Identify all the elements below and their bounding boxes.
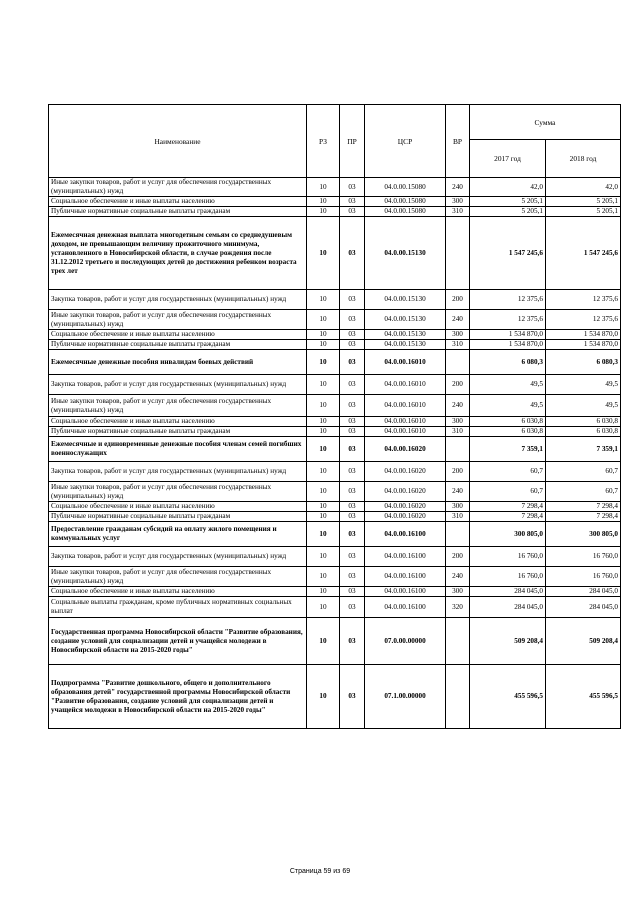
cell-name: Социальное обеспечение и иные выплаты населению [49, 587, 307, 597]
table-row [49, 417, 621, 427]
col-header-vr: ВР [446, 105, 470, 178]
cell-name: Подпрограмма "Развитие дошкольного, общего и дополнительного образования детей" государственной программы Новосибирской области "Развитие образования, создание условий для социализации детей и учащейся молодежи в Новосибирской области на 2015-2020 годы" [49, 665, 307, 729]
cell-pr: 03 [340, 597, 365, 618]
cell-csr: 04.0.00.16020 [365, 437, 446, 462]
cell-name: Закупка товаров, работ и услуг для государственных (муниципальных) нужд [49, 547, 307, 567]
cell-csr: 07.1.00.00000 [365, 665, 446, 729]
cell-vr: 240 [446, 310, 470, 330]
cell-rz: 10 [307, 522, 340, 547]
cell-name: Публичные нормативные социальные выплаты гражданам [49, 340, 307, 350]
cell-csr: 04.0.00.16100 [365, 567, 446, 587]
cell-rz: 10 [307, 587, 340, 597]
cell-vr: 240 [446, 567, 470, 587]
cell-pr: 03 [340, 417, 365, 427]
cell-sum-2017: 509 208,4 [470, 618, 546, 665]
cell-sum-2018: 60,7 [546, 462, 621, 482]
cell-csr: 04.0.00.16020 [365, 462, 446, 482]
cell-vr [446, 350, 470, 375]
cell-csr: 04.0.00.15080 [365, 197, 446, 207]
cell-sum-2017: 7 298,4 [470, 502, 546, 512]
cell-sum-2017: 1 534 870,0 [470, 330, 546, 340]
cell-pr: 03 [340, 437, 365, 462]
cell-csr: 04.0.00.16100 [365, 547, 446, 567]
cell-sum-2017: 284 045,0 [470, 587, 546, 597]
cell-pr: 03 [340, 197, 365, 207]
cell-name: Ежемесячные денежные пособия инвалидам боевых действий [49, 350, 307, 375]
cell-sum-2017: 16 760,0 [470, 547, 546, 567]
cell-rz: 10 [307, 482, 340, 502]
cell-csr: 04.0.00.15130 [365, 330, 446, 340]
cell-rz: 10 [307, 350, 340, 375]
cell-sum-2017: 1 547 245,6 [470, 217, 546, 290]
cell-name: Предоставление гражданам субсидий на оплату жилого помещения и коммунальных услуг [49, 522, 307, 547]
cell-sum-2017: 300 805,0 [470, 522, 546, 547]
cell-rz: 10 [307, 547, 340, 567]
cell-pr: 03 [340, 567, 365, 587]
cell-sum-2018: 6 030,8 [546, 427, 621, 437]
cell-sum-2017: 16 760,0 [470, 567, 546, 587]
cell-sum-2017: 49,5 [470, 375, 546, 395]
cell-csr: 04.0.00.15080 [365, 207, 446, 217]
cell-pr: 03 [340, 330, 365, 340]
table-row [49, 290, 621, 310]
col-header-2018: 2018 год [546, 140, 621, 178]
col-header-2017: 2017 год [470, 140, 546, 178]
cell-pr: 03 [340, 618, 365, 665]
cell-pr: 03 [340, 482, 365, 502]
cell-name: Иные закупки товаров, работ и услуг для обеспечения государственных (муниципальных) нужд [49, 395, 307, 417]
cell-vr: 300 [446, 197, 470, 207]
cell-pr: 03 [340, 217, 365, 290]
cell-sum-2018: 7 298,4 [546, 502, 621, 512]
cell-csr: 04.0.00.15130 [365, 340, 446, 350]
table-row [49, 502, 621, 512]
cell-pr: 03 [340, 427, 365, 437]
table-row [49, 330, 621, 340]
cell-vr [446, 618, 470, 665]
cell-pr: 03 [340, 665, 365, 729]
cell-vr: 310 [446, 512, 470, 522]
cell-rz: 10 [307, 375, 340, 395]
table-row [49, 618, 621, 665]
cell-sum-2018: 16 760,0 [546, 567, 621, 587]
cell-sum-2018: 7 359,1 [546, 437, 621, 462]
cell-name: Социальное обеспечение и иные выплаты населению [49, 330, 307, 340]
cell-vr: 310 [446, 207, 470, 217]
cell-rz: 10 [307, 310, 340, 330]
cell-sum-2018: 1 534 870,0 [546, 330, 621, 340]
table-row [49, 350, 621, 375]
cell-sum-2018: 42,0 [546, 178, 621, 197]
cell-name: Государственная программа Новосибирской области "Развитие образования, создание условий для социализации детей и учащейся молодежи в Новосибирской области на 2015-2020 годы" [49, 618, 307, 665]
cell-csr: 04.0.00.16020 [365, 512, 446, 522]
cell-sum-2018: 5 205,1 [546, 207, 621, 217]
cell-csr: 04.0.00.15130 [365, 290, 446, 310]
cell-csr: 04.0.00.16010 [365, 427, 446, 437]
cell-rz: 10 [307, 427, 340, 437]
cell-rz: 10 [307, 502, 340, 512]
cell-sum-2017: 60,7 [470, 462, 546, 482]
table-row [49, 427, 621, 437]
cell-pr: 03 [340, 310, 365, 330]
cell-sum-2018: 284 045,0 [546, 597, 621, 618]
cell-pr: 03 [340, 512, 365, 522]
cell-vr: 200 [446, 547, 470, 567]
cell-sum-2017: 12 375,6 [470, 290, 546, 310]
cell-rz: 10 [307, 207, 340, 217]
table-row [49, 512, 621, 522]
cell-pr: 03 [340, 395, 365, 417]
cell-name: Иные закупки товаров, работ и услуг для обеспечения государственных (муниципальных) нужд [49, 567, 307, 587]
cell-sum-2017: 284 045,0 [470, 597, 546, 618]
cell-csr: 04.0.00.16020 [365, 502, 446, 512]
cell-pr: 03 [340, 207, 365, 217]
cell-vr: 240 [446, 178, 470, 197]
cell-name: Социальное обеспечение и иные выплаты населению [49, 197, 307, 207]
cell-sum-2017: 7 359,1 [470, 437, 546, 462]
table-row [49, 437, 621, 462]
cell-rz: 10 [307, 597, 340, 618]
cell-vr: 300 [446, 502, 470, 512]
cell-sum-2017: 7 298,4 [470, 512, 546, 522]
cell-vr: 310 [446, 427, 470, 437]
table-row [49, 522, 621, 547]
cell-csr: 04.0.00.16100 [365, 587, 446, 597]
cell-pr: 03 [340, 502, 365, 512]
cell-sum-2018: 1 534 870,0 [546, 340, 621, 350]
cell-sum-2018: 6 030,8 [546, 417, 621, 427]
table-row [49, 310, 621, 330]
cell-sum-2017: 455 596,5 [470, 665, 546, 729]
cell-name: Социальное обеспечение и иные выплаты населению [49, 417, 307, 427]
cell-vr: 240 [446, 482, 470, 502]
table-row [49, 587, 621, 597]
cell-name: Публичные нормативные социальные выплаты гражданам [49, 512, 307, 522]
cell-sum-2018: 5 205,1 [546, 197, 621, 207]
cell-sum-2017: 42,0 [470, 178, 546, 197]
cell-vr: 200 [446, 375, 470, 395]
cell-vr [446, 437, 470, 462]
cell-csr: 04.0.00.16100 [365, 522, 446, 547]
cell-rz: 10 [307, 330, 340, 340]
cell-pr: 03 [340, 290, 365, 310]
col-header-rz: РЗ [307, 105, 340, 178]
cell-rz: 10 [307, 567, 340, 587]
cell-rz: 10 [307, 217, 340, 290]
cell-sum-2017: 6 030,8 [470, 427, 546, 437]
cell-vr: 200 [446, 290, 470, 310]
table-row [49, 547, 621, 567]
cell-csr: 04.0.00.16010 [365, 350, 446, 375]
budget-table [48, 104, 621, 729]
cell-csr: 04.0.00.15130 [365, 217, 446, 290]
cell-name: Ежемесячные и единовременные денежные пособия членам семей погибших военнослужащих [49, 437, 307, 462]
col-header-name: Наименование [49, 105, 307, 178]
table-row [49, 340, 621, 350]
cell-name: Закупка товаров, работ и услуг для государственных (муниципальных) нужд [49, 290, 307, 310]
cell-sum-2017: 60,7 [470, 482, 546, 502]
col-header-pr: ПР [340, 105, 365, 178]
cell-csr: 04.0.00.16020 [365, 482, 446, 502]
cell-vr [446, 217, 470, 290]
table-row [49, 207, 621, 217]
cell-pr: 03 [340, 587, 365, 597]
cell-sum-2018: 12 375,6 [546, 290, 621, 310]
cell-sum-2017: 6 080,3 [470, 350, 546, 375]
cell-csr: 04.0.00.16010 [365, 375, 446, 395]
cell-sum-2018: 284 045,0 [546, 587, 621, 597]
cell-sum-2018: 7 298,4 [546, 512, 621, 522]
cell-sum-2017: 49,5 [470, 395, 546, 417]
cell-rz: 10 [307, 197, 340, 207]
table-body [49, 178, 621, 729]
cell-vr: 300 [446, 417, 470, 427]
cell-name: Публичные нормативные социальные выплаты гражданам [49, 427, 307, 437]
cell-rz: 10 [307, 395, 340, 417]
cell-sum-2017: 1 534 870,0 [470, 340, 546, 350]
cell-name: Закупка товаров, работ и услуг для государственных (муниципальных) нужд [49, 375, 307, 395]
cell-vr: 200 [446, 462, 470, 482]
table-row [49, 217, 621, 290]
cell-vr: 240 [446, 395, 470, 417]
cell-name: Социальное обеспечение и иные выплаты населению [49, 502, 307, 512]
table-row [49, 567, 621, 587]
cell-pr: 03 [340, 547, 365, 567]
cell-name: Иные закупки товаров, работ и услуг для обеспечения государственных (муниципальных) нужд [49, 482, 307, 502]
cell-name: Иные закупки товаров, работ и услуг для обеспечения государственных (муниципальных) нужд [49, 310, 307, 330]
cell-sum-2018: 60,7 [546, 482, 621, 502]
table-row [49, 462, 621, 482]
cell-vr [446, 522, 470, 547]
cell-rz: 10 [307, 618, 340, 665]
cell-csr: 04.0.00.16010 [365, 417, 446, 427]
cell-name: Иные закупки товаров, работ и услуг для обеспечения государственных (муниципальных) нужд [49, 178, 307, 197]
cell-rz: 10 [307, 437, 340, 462]
cell-rz: 10 [307, 340, 340, 350]
cell-vr: 320 [446, 597, 470, 618]
cell-sum-2017: 5 205,1 [470, 197, 546, 207]
cell-vr [446, 665, 470, 729]
table-row [49, 665, 621, 729]
cell-rz: 10 [307, 290, 340, 310]
table-row [49, 395, 621, 417]
table-row [49, 375, 621, 395]
cell-name: Ежемесячная денежная выплата многодетным семьям со среднедушевым доходом, не превышающим величину прожиточного минимума, установленного в Новосибирской области, в случае рождения после 31.12.2012 третьего и последующих детей до достижения ребенком возраста трех лет [49, 217, 307, 290]
cell-sum-2018: 16 760,0 [546, 547, 621, 567]
cell-name: Закупка товаров, работ и услуг для государственных (муниципальных) нужд [49, 462, 307, 482]
cell-vr: 300 [446, 330, 470, 340]
cell-rz: 10 [307, 665, 340, 729]
cell-sum-2017: 5 205,1 [470, 207, 546, 217]
cell-csr: 07.0.00.00000 [365, 618, 446, 665]
cell-pr: 03 [340, 375, 365, 395]
cell-sum-2018: 49,5 [546, 375, 621, 395]
cell-rz: 10 [307, 462, 340, 482]
cell-sum-2018: 49,5 [546, 395, 621, 417]
cell-vr: 300 [446, 587, 470, 597]
cell-sum-2018: 6 080,3 [546, 350, 621, 375]
table-row [49, 482, 621, 502]
col-header-csr: ЦСР [365, 105, 446, 178]
cell-pr: 03 [340, 462, 365, 482]
cell-pr: 03 [340, 350, 365, 375]
cell-pr: 03 [340, 340, 365, 350]
col-header-sum: Сумма [470, 105, 621, 140]
table-row [49, 597, 621, 618]
cell-rz: 10 [307, 178, 340, 197]
cell-sum-2018: 300 805,0 [546, 522, 621, 547]
cell-csr: 04.0.00.16100 [365, 597, 446, 618]
cell-csr: 04.0.00.15080 [365, 178, 446, 197]
cell-csr: 04.0.00.16010 [365, 395, 446, 417]
table-row [49, 197, 621, 207]
table-row [49, 178, 621, 197]
cell-sum-2018: 1 547 245,6 [546, 217, 621, 290]
cell-vr: 310 [446, 340, 470, 350]
cell-csr: 04.0.00.15130 [365, 310, 446, 330]
cell-pr: 03 [340, 178, 365, 197]
cell-sum-2018: 509 208,4 [546, 618, 621, 665]
cell-rz: 10 [307, 417, 340, 427]
cell-sum-2017: 12 375,6 [470, 310, 546, 330]
cell-sum-2017: 6 030,8 [470, 417, 546, 427]
cell-pr: 03 [340, 522, 365, 547]
cell-rz: 10 [307, 512, 340, 522]
cell-sum-2018: 455 596,5 [546, 665, 621, 729]
page-number: Страница 59 из 69 [289, 868, 351, 875]
cell-name: Публичные нормативные социальные выплаты гражданам [49, 207, 307, 217]
cell-name: Социальные выплаты гражданам, кроме публичных нормативных социальных выплат [49, 597, 307, 618]
header-row [49, 105, 621, 140]
cell-sum-2018: 12 375,6 [546, 310, 621, 330]
